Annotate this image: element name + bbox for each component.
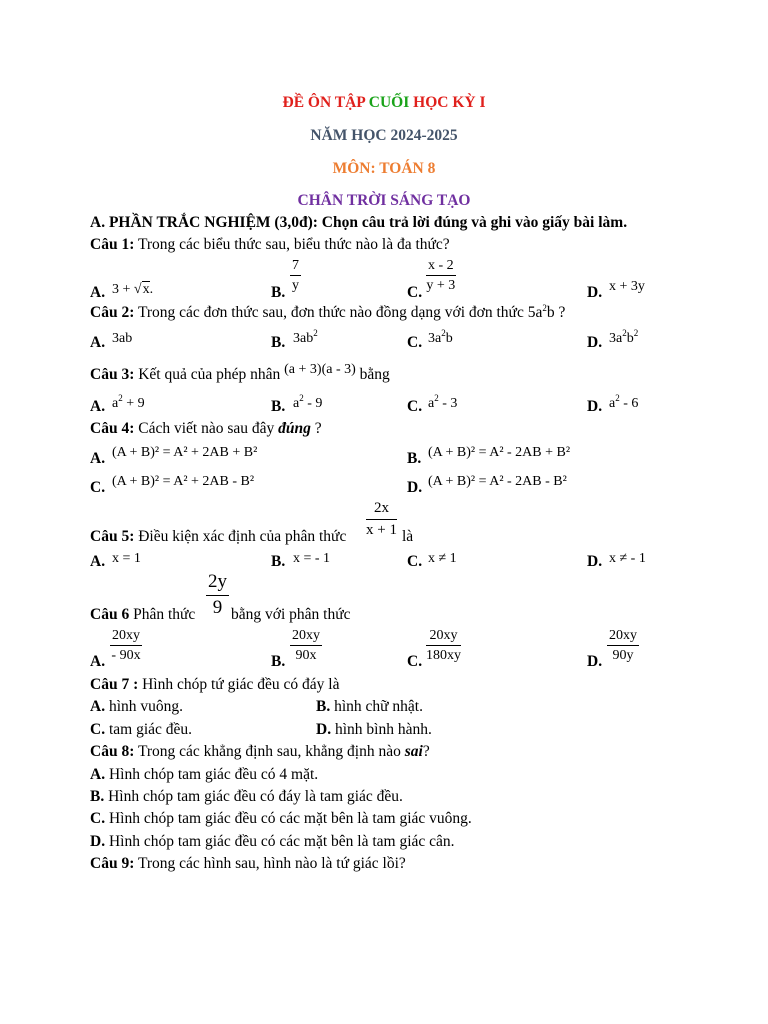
q7-d-letter: D. (316, 721, 332, 738)
q5-option-d-expr (609, 551, 646, 567)
q4-stem (90, 420, 322, 438)
q7-a-letter: A. (90, 698, 106, 715)
q2-option-d-letter: D. (587, 334, 603, 351)
q1-option-c-fraction (426, 258, 456, 294)
q5-text-end: là (402, 528, 414, 545)
q3-b-sup: 2 (299, 393, 304, 403)
title-part-3: HỌC KỲ I (413, 94, 486, 111)
q6-text-mid: bằng với phân thức (231, 606, 351, 623)
q4-option-d-expr (428, 474, 567, 490)
q8-c-letter: C. (90, 810, 106, 827)
q8-d-letter: D. (90, 833, 106, 850)
q3-a-base: a (112, 396, 119, 411)
q2-option-a-expr (112, 331, 132, 347)
q8-a-letter: A. (90, 766, 106, 783)
q5-option-a-expr (112, 551, 141, 567)
book-series: CHÂN TRỜI SÁNG TẠO (297, 192, 471, 209)
q6-d-num: 20xy (607, 628, 639, 646)
q6-a-num: 20xy (110, 628, 142, 646)
q3-text-end: bằng (355, 366, 390, 383)
q7-b-letter: B. (316, 698, 331, 715)
q2-b-base: 3ab (293, 331, 314, 346)
q5-option-a-letter: A. (90, 553, 106, 570)
q6-option-a-letter: A. (90, 653, 106, 670)
q4-option-b-letter: B. (407, 450, 422, 467)
q6-stem (90, 606, 195, 624)
q3-c-sup: 2 (434, 393, 439, 403)
q3-b-base: a (293, 396, 300, 411)
q6-a-den: - 90x (111, 648, 141, 664)
q6-option-d-letter: D. (587, 653, 603, 670)
q4-c-text: (A + B)² = A² + 2AB - B² (112, 474, 255, 489)
q3-stem (90, 362, 390, 384)
q1-a-radicand: x (142, 282, 150, 297)
q2-text: Trong các đơn thức sau, đơn thức nào đồng dạng với đơn thức 5a (134, 304, 543, 321)
q8-c-text: Hình chóp tam giác đều có các mặt bên là tam giác vuông. (105, 810, 472, 827)
q5-c-text: x ≠ 1 (428, 551, 457, 566)
q5-text: Điều kiện xác định của phân thức (134, 528, 347, 545)
q2-text-end: b ? (546, 304, 566, 321)
q7-label: Câu 7 : (90, 676, 139, 693)
q3-option-a-expr (112, 393, 145, 412)
q1-label: Câu 1: (90, 236, 135, 253)
q9-stem (90, 855, 406, 873)
q5-b-text: x = - 1 (293, 551, 331, 566)
q7-text: Hình chóp tứ giác đều có đáy là (138, 676, 340, 693)
q1-a-pre: 3 + √ (112, 282, 142, 297)
q6-c-num: 20xy (426, 628, 461, 646)
title-part-1: ĐỀ ÔN TẬP (282, 94, 369, 111)
q6-option-a-fraction (110, 628, 142, 664)
q3-option-b-letter: B. (271, 398, 286, 415)
q8-stem (90, 743, 430, 761)
q1-option-c-letter: C. (407, 284, 423, 301)
q4-text-end: ? (310, 420, 322, 437)
q9-label: Câu 9: (90, 855, 135, 872)
q2-c-end: b (445, 331, 453, 346)
q2-a-text: 3ab (112, 331, 133, 346)
q8-b-text: Hình chóp tam giác đều có đáy là tam giác đều. (104, 788, 403, 805)
q6-option-d-fraction (607, 628, 639, 664)
q3-d-sup: 2 (615, 393, 620, 403)
q3-text: Kết quả của phép nhân (134, 366, 285, 383)
q4-b-text: (A + B)² = A² - 2AB + B² (428, 445, 571, 460)
q4-d-text: (A + B)² = A² - 2AB - B² (428, 474, 567, 489)
q1-option-d-letter: D. (587, 284, 603, 301)
q6-label: Câu 6 (90, 606, 130, 623)
q4-label: Câu 4: (90, 420, 135, 437)
q2-c-base: 3a (428, 331, 442, 346)
q2-text-sup: 2 (542, 303, 547, 313)
q9-text: Trong các hình sau, hình nào là tứ giác lồi? (134, 855, 406, 872)
q6-fraction (206, 572, 229, 619)
q3-c-end: - 3 (438, 396, 458, 411)
q2-d-base: 3a (609, 331, 623, 346)
q2-stem (90, 304, 565, 322)
q2-c-sup: 2 (441, 328, 446, 338)
q1-a-dot: . (149, 282, 154, 297)
q4-option-a-expr (112, 445, 257, 461)
q3-option-d-expr (609, 393, 639, 412)
q5-option-d-letter: D. (587, 553, 603, 570)
q8-d-text: Hình chóp tam giác đều có các mặt bên là tam giác cân. (105, 833, 455, 850)
q3-d-base: a (609, 396, 616, 411)
q1-option-a-letter: A. (90, 284, 106, 301)
q3-expr: (a + 3)(a - 3) (284, 362, 356, 377)
q3-d-end: - 6 (619, 396, 639, 411)
q3-option-c-expr (428, 393, 458, 412)
q5-d-text: x ≠ - 1 (609, 551, 646, 566)
q1-option-b-fraction (290, 258, 301, 294)
q5-fraction (366, 500, 397, 538)
q2-d-sup2: 2 (633, 328, 639, 338)
q1-c-num: x - 2 (426, 258, 456, 276)
q8-option-a (90, 766, 318, 784)
q3-option-c-letter: C. (407, 398, 423, 415)
q6-option-c-letter: C. (407, 653, 423, 670)
q1-option-b-letter: B. (271, 284, 286, 301)
q6-num: 2y (206, 572, 229, 596)
q6-b-den: 90x (295, 648, 317, 664)
q3-option-b-expr (293, 393, 323, 412)
q1-c-den: y + 3 (426, 278, 456, 294)
q4-option-d-letter: D. (407, 479, 423, 496)
q8-text-end: ? (422, 743, 430, 760)
q6-option-b-letter: B. (271, 653, 286, 670)
q7-option-a (90, 698, 183, 716)
doc-title (0, 94, 768, 112)
q5-a-text: x = 1 (112, 551, 141, 566)
q2-option-a-letter: A. (90, 334, 106, 351)
q7-option-d (316, 721, 432, 739)
q3-label: Câu 3: (90, 366, 135, 383)
q5-label: Câu 5: (90, 528, 135, 545)
q7-option-b (316, 698, 423, 716)
q6-den: 9 (212, 596, 223, 618)
q5-option-c-letter: C. (407, 553, 423, 570)
q6-option-c-fraction (426, 628, 461, 664)
q2-d-mid: b (626, 331, 634, 346)
q6-text: Phân thức (129, 606, 196, 623)
q6-b-num: 20xy (290, 628, 322, 646)
subject: MÔN: TOÁN 8 (332, 160, 436, 177)
q6-d-den: 90y (612, 648, 634, 664)
q4-option-b-expr (428, 445, 570, 461)
q7-d-text: hình bình hành. (331, 721, 432, 738)
q4-option-a-letter: A. (90, 450, 106, 467)
q3-a-sup: 2 (118, 393, 123, 403)
title-part-2: CUỐI (368, 94, 414, 111)
q7-c-letter: C. (90, 721, 106, 738)
q8-b-letter: B. (90, 788, 105, 805)
q4-option-c-expr (112, 474, 254, 490)
q7-option-c (90, 721, 192, 739)
q3-a-end: + 9 (122, 396, 145, 411)
q6-option-b-fraction (290, 628, 322, 664)
q8-option-d (90, 833, 455, 851)
q8-label: Câu 8: (90, 743, 135, 760)
q2-option-c-letter: C. (407, 334, 423, 351)
q2-option-d-expr (609, 328, 639, 347)
q4-text: Cách viết nào sau đây (134, 420, 279, 437)
q5-den: x + 1 (366, 521, 397, 538)
q5-option-c-expr (428, 551, 457, 567)
q5-num: 2x (366, 500, 397, 520)
q2-option-c-expr (428, 328, 453, 347)
q3-option-a-letter: A. (90, 398, 106, 415)
q4-option-c-letter: C. (90, 479, 106, 496)
q2-b-sup: 2 (313, 328, 318, 338)
q1-option-a-expr (112, 282, 153, 298)
school-year: NĂM HỌC 2024-2025 (310, 127, 458, 144)
q1-b-num: 7 (290, 258, 301, 276)
q3-c-base: a (428, 396, 435, 411)
q2-option-b-letter: B. (271, 334, 286, 351)
q2-d-sup1: 2 (622, 328, 627, 338)
q1-text: Trong các biểu thức sau, biểu thức nào là đa thức? (134, 236, 450, 253)
q2-option-b-expr (293, 328, 318, 347)
q1-stem (90, 236, 450, 254)
q1-option-d-expr (609, 279, 645, 295)
q5-option-b-expr (293, 551, 330, 567)
q8-text: Trong các khẳng định sau, khẳng định nào (134, 743, 405, 760)
q2-label: Câu 2: (90, 304, 135, 321)
q7-b-text: hình chữ nhật. (330, 698, 423, 715)
q5-stem (90, 528, 346, 546)
q3-b-end: - 9 (303, 396, 323, 411)
q7-c-text: tam giác đều. (105, 721, 193, 738)
q1-b-den: y (292, 278, 299, 294)
q4-emph: đúng (278, 420, 311, 437)
q3-option-d-letter: D. (587, 398, 603, 415)
q8-option-b (90, 788, 403, 806)
q4-a-text: (A + B)² = A² + 2AB + B² (112, 445, 258, 460)
q5-option-b-letter: B. (271, 553, 286, 570)
q1-d-text: x + 3y (609, 279, 645, 294)
q7-stem (90, 676, 339, 694)
q6-c-den: 180xy (426, 648, 461, 664)
q8-option-c (90, 810, 472, 828)
section-a-heading: A. PHẦN TRẮC NGHIỆM (3,0đ): Chọn câu trả lời đúng và ghi vào giấy bài làm. (90, 214, 628, 231)
q7-a-text: hình vuông. (105, 698, 184, 715)
q8-a-text: Hình chóp tam giác đều có 4 mặt. (105, 766, 319, 783)
q8-emph: sai (404, 743, 423, 760)
